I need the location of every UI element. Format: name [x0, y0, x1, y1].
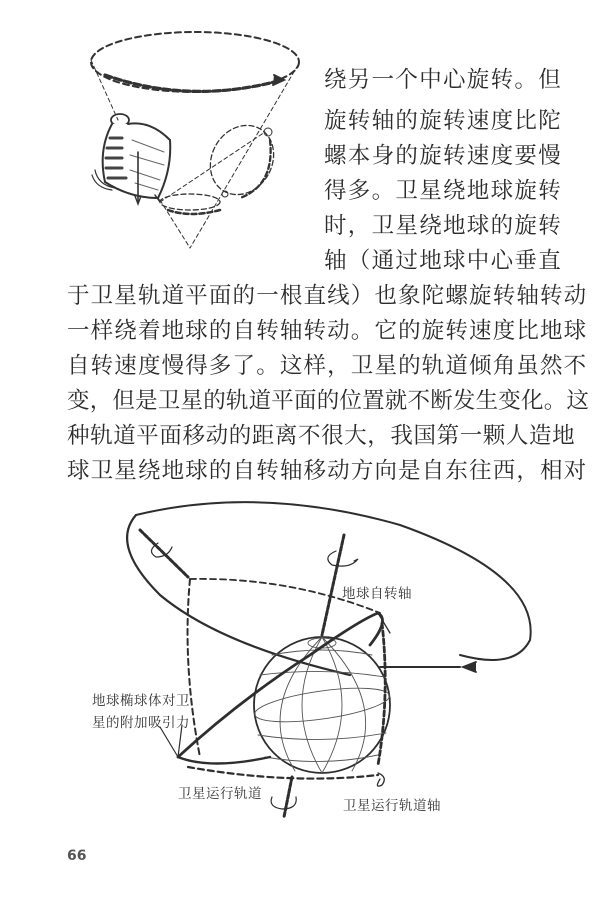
- label-earth-axis: 地球自转轴: [342, 586, 412, 602]
- page-number: 66: [67, 848, 87, 864]
- label-oblate-attraction-2: 星的附加吸引力: [92, 715, 190, 731]
- text-line: 种轨道平面移动的距离不很大，我国第一颗人造地: [67, 423, 576, 449]
- label-satellite-orbit: 卫星运行轨道: [178, 786, 262, 802]
- text-line: 一样绕着地球的自转轴转动。它的旋转速度比地球: [67, 318, 588, 344]
- text-line: 变，但是卫星的轨道平面的位置就不断发生变化。这: [67, 388, 590, 414]
- text-line: 球卫星绕地球的自转轴移动方向是自东往西，相对: [67, 458, 588, 484]
- spinning-top-diagram: [60, 20, 320, 270]
- text-line: 于卫星轨道平面的一根直线）也象陀螺旋转轴转动: [67, 283, 588, 309]
- label-satellite-orbit-axis: 卫星运行轨道轴: [343, 798, 441, 814]
- text-line: 绕另一个中心旋转。但: [324, 67, 563, 93]
- text-line: 旋转轴的旋转速度比陀: [324, 108, 563, 134]
- satellite-orbit-diagram: [60, 495, 580, 835]
- label-oblate-attraction-1: 地球椭球体对卫: [92, 693, 190, 709]
- text-line: 得多。卫星绕地球旋转: [324, 178, 563, 204]
- text-line: 轴（通过地球中心垂直: [324, 248, 563, 274]
- text-line: 螺本身的旋转速度要慢: [324, 143, 563, 169]
- text-line: 时，卫星绕地球的旋转: [324, 213, 563, 239]
- text-line: 自转速度慢得多了。这样，卫星的轨道倾角虽然不: [67, 353, 588, 379]
